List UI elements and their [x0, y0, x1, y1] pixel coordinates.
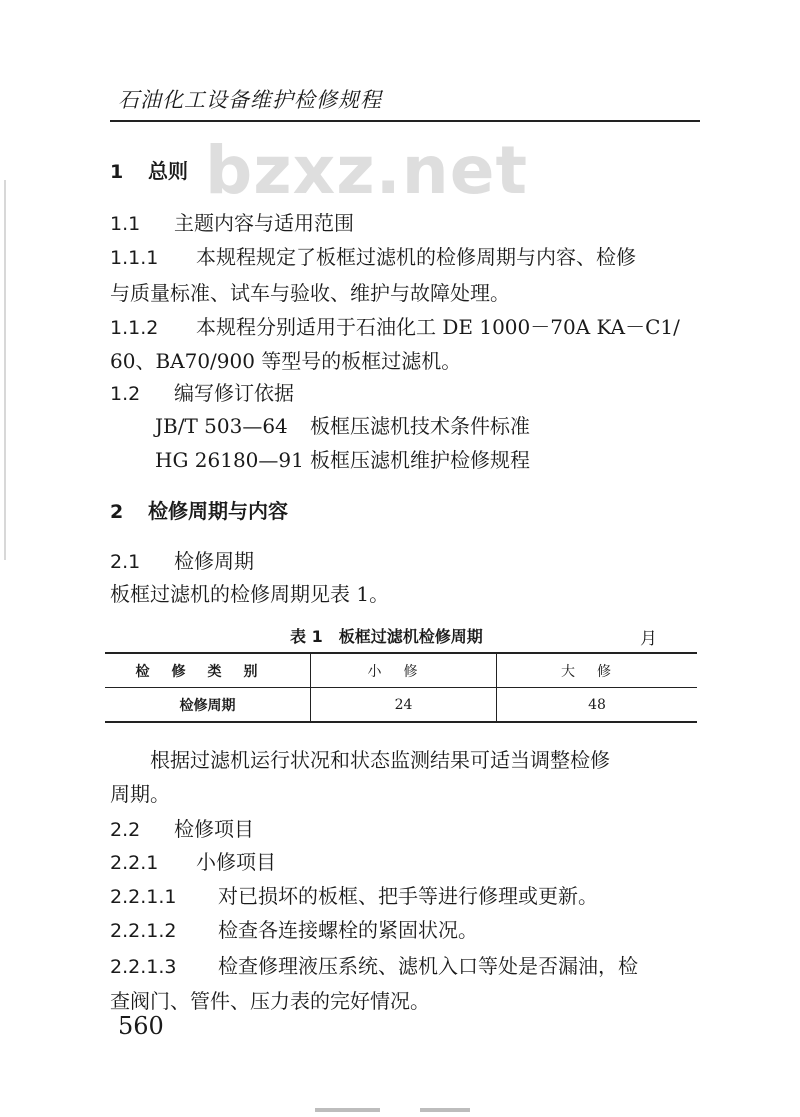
scan-artifact	[420, 1108, 470, 1112]
header-category: 检修类别	[105, 653, 311, 688]
section-2-1-heading	[110, 545, 254, 574]
standard-title: 板框压滤机技术条件标准	[310, 414, 530, 438]
clause-number: 1.1.2	[110, 317, 159, 339]
maintenance-cycle-table	[105, 652, 697, 723]
section-title: 检修周期	[174, 549, 254, 573]
header-major: 大修	[497, 653, 698, 688]
section-title: 编写修订依据	[174, 381, 294, 405]
standard-title: 板框压滤机维护检修规程	[310, 448, 530, 472]
clause-2-2-1-2	[110, 914, 478, 943]
clause-2-2-1-3-cont: 查阀门、管件、压力表的完好情况。	[110, 989, 430, 1013]
note-paragraph: 根据过滤机运行状况和状态监测结果可适当调整检修	[150, 748, 610, 772]
clause-text: 本规程分别适用于石油化工 DE 1000－70A KA－C1/	[196, 315, 680, 339]
table-unit: 月	[640, 629, 657, 649]
clause-1-1-1	[110, 241, 636, 270]
section-1-2-heading	[110, 377, 294, 406]
row-label: 检修周期	[105, 688, 311, 723]
clause-number: 1.1.1	[110, 247, 159, 269]
section-number: 2.1	[110, 551, 141, 573]
table-caption: 表 1 板框过滤机检修周期	[290, 627, 483, 646]
section-1-heading	[110, 155, 188, 184]
page-number: 560	[118, 1012, 164, 1040]
note-paragraph-cont: 周期。	[110, 782, 170, 806]
header-minor: 小修	[311, 653, 497, 688]
section-title: 检修周期与内容	[148, 499, 288, 523]
table-header-row	[105, 653, 697, 688]
watermark: bzxz.net	[205, 132, 529, 209]
clause-text: 本规程规定了板框过滤机的检修周期与内容、检修	[196, 245, 636, 269]
reference-standard	[155, 410, 530, 439]
section-title: 小修项目	[196, 850, 276, 874]
section-number: 2.2	[110, 819, 141, 841]
section-number: 1.1	[110, 213, 141, 235]
clause-number: 2.2.1.1	[110, 886, 177, 908]
clause-text: 检查修理液压系统、滤机入口等处是否漏油，检	[218, 954, 638, 978]
page-edge	[4, 180, 6, 560]
section-number: 2.2.1	[110, 852, 159, 874]
section-2-2-heading	[110, 813, 254, 842]
section-number: 1	[110, 161, 124, 183]
header-rule	[110, 120, 700, 122]
standard-code: HG 26180—91	[155, 448, 304, 472]
section-1-1-heading	[110, 207, 354, 236]
clause-number: 2.2.1.2	[110, 920, 177, 942]
cell-major-cycle: 48	[588, 696, 606, 713]
section-number: 2	[110, 501, 124, 523]
standard-code: JB/T 503—64	[155, 414, 288, 438]
section-title: 总则	[148, 159, 188, 183]
section-2-1-body: 板框过滤机的检修周期见表 1。	[110, 582, 390, 606]
clause-1-1-2-cont: 60、BA70/900 等型号的板框过滤机。	[110, 349, 462, 373]
section-title: 主题内容与适用范围	[174, 211, 354, 235]
clause-text: 对已损坏的板框、把手等进行修理或更新。	[218, 884, 598, 908]
running-header: 石油化工设备维护检修规程	[118, 88, 382, 112]
section-number: 1.2	[110, 383, 141, 405]
clause-2-2-1-3	[110, 950, 638, 979]
table-row	[105, 688, 697, 723]
clause-1-1-1-cont: 与质量标准、试车与验收、维护与故障处理。	[110, 281, 510, 305]
scan-artifact	[315, 1108, 380, 1112]
reference-standard	[155, 444, 530, 473]
section-title: 检修项目	[174, 817, 254, 841]
cell-minor-cycle: 24	[311, 688, 497, 723]
clause-number: 2.2.1.3	[110, 956, 177, 978]
clause-1-1-2	[110, 311, 680, 340]
clause-2-2-1-1	[110, 880, 598, 909]
section-2-heading	[110, 495, 288, 524]
section-2-2-1-heading	[110, 846, 276, 875]
clause-text: 检查各连接螺栓的紧固状况。	[218, 918, 478, 942]
